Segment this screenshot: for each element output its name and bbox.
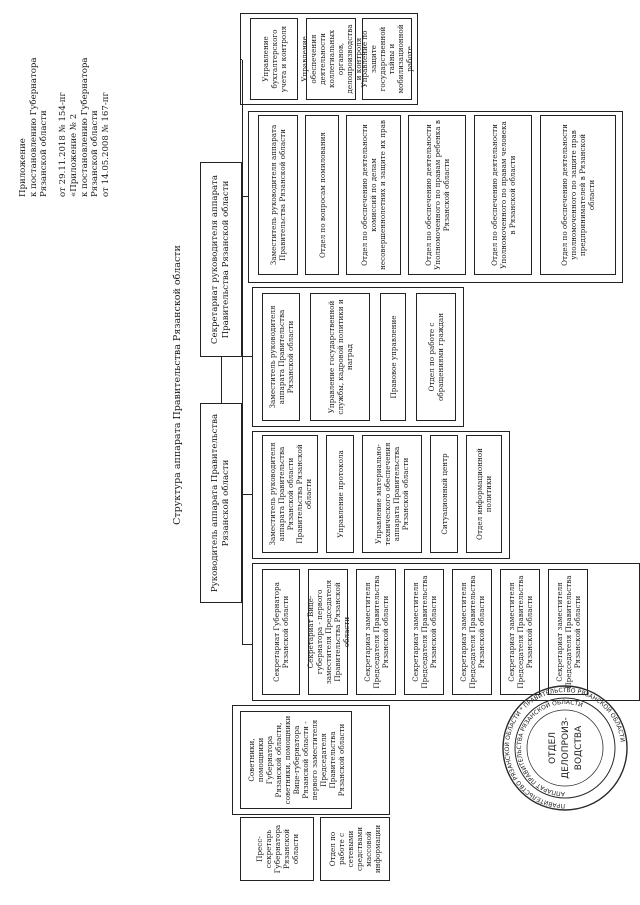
connector-line bbox=[221, 357, 222, 403]
header-line: от 29.11.2018 № 154-пг bbox=[58, 92, 69, 197]
dept-box: Управление материально-технического обеспечения аппарата Правительства Рязанской области bbox=[362, 435, 422, 553]
connector-line bbox=[242, 196, 248, 197]
dept-box: Управление государственной службы, кадровой политики и наград bbox=[310, 293, 370, 421]
dept-box: Отдел по обеспечению деятельности уполномоченного по защите прав предпринимателей в Рязанской области bbox=[540, 115, 616, 275]
connector-line bbox=[242, 356, 252, 357]
dept-box: Управление протокола bbox=[326, 435, 354, 553]
dept-box: Секретариат заместителя Председателя Правительства Рязанской области bbox=[548, 569, 588, 695]
dept-box: Советники, помощники Губернатора Рязанской области, советники, помощники Вице-губернатора Рязанской области - первого заместителя Председателя Правительства Рязанской области bbox=[240, 711, 352, 809]
header-line: «Приложение № 2 bbox=[68, 113, 79, 197]
dept-box: Секретариат заместителя Председателя Правительства Рязанской области bbox=[452, 569, 492, 695]
connector-line bbox=[242, 494, 252, 495]
header-line: Рязанской области bbox=[39, 110, 50, 197]
svg-text:ОТДЕЛ: ОТДЕЛ bbox=[548, 731, 558, 765]
svg-text:ВОДСТВА: ВОДСТВА bbox=[574, 725, 584, 771]
dept-box: Заместитель руководителя аппарата Правительства Рязанской области Правительства Рязанской области bbox=[262, 435, 318, 553]
dept-box: Отдел по обеспечению деятельности Уполномоченного по правам человека в Рязанской области bbox=[474, 115, 532, 275]
dept-box: Секретариат заместителя Председателя Правительства Рязанской области bbox=[404, 569, 444, 695]
dept-box: Секретариат заместителя Председателя Правительства Рязанской области bbox=[356, 569, 396, 695]
dept-box: Отдел информационной политики bbox=[466, 435, 502, 553]
dept-box: Отдел по обеспечению деятельности комиссий по делам несовершеннолетних и защите их прав bbox=[346, 115, 401, 275]
header-line: к постановлению Губернатора bbox=[79, 57, 90, 197]
dept-box: Ситуационный центр bbox=[430, 435, 458, 553]
chart-title: Структура аппарата Правительства Рязанской области bbox=[172, 245, 183, 525]
dept-box: Отдел по работе с сетевыми средствами массовой информации bbox=[320, 817, 390, 881]
dept-box: Управление обеспечения деятельности коллегиальных органов, делопроизводства и контроля bbox=[306, 18, 356, 100]
dept-box: Управление по защите государственной тайны и мобилизационной работе bbox=[362, 18, 412, 100]
dept-box: Секретариат Губернатора Рязанской области bbox=[262, 569, 300, 695]
dept-box: Секретариат Вице-губернатора - первого заместителя Председателя Правительства Рязанской области bbox=[308, 569, 348, 695]
svg-text:ПРАВИТЕЛЬСТВО РЯЗАНСКОЙ ОБЛАСТ: ПРАВИТЕЛЬСТВО РЯЗАНСКОЙ ОБЛАСТИ * ПРАВИТЕЛЬСТВО РЯЗАНСКОЙ ОБЛАСТИ bbox=[503, 686, 626, 810]
connector-line bbox=[240, 59, 242, 60]
dept-box: Отдел по работе с обращениями граждан bbox=[416, 293, 456, 421]
svg-text:АППАРАТ ПРАВИТЕЛЬСТВА РЯЗАНСКО: АППАРАТ ПРАВИТЕЛЬСТВА РЯЗАНСКОЙ ОБЛАСТИ bbox=[515, 698, 584, 798]
dept-box: Пресс-секретарь Губернатора Рязанской области bbox=[240, 817, 314, 881]
dept-box: Правовое управление bbox=[380, 293, 406, 421]
dept-box: Отдел по обеспечению деятельности Уполномоченного по правам ребенка в Рязанской области bbox=[408, 115, 466, 275]
dept-box: Заместитель руководителя аппарата Правительства Рязанской области bbox=[258, 115, 298, 275]
dept-box: Заместитель руководителя аппарата Правительства Рязанской области bbox=[262, 293, 300, 421]
header-line: Рязанской области bbox=[90, 110, 101, 197]
head-secretariat-box: Секретариат руководителя аппарата Правительства Рязанской области bbox=[200, 162, 242, 357]
header-line: к постановлению Губернатора bbox=[28, 57, 39, 197]
head-leader-box: Руководитель аппарата Правительства Рязанской области bbox=[200, 403, 242, 603]
connector-line bbox=[242, 60, 243, 645]
dept-box: Секретариат заместителя Председателя Правительства Рязанской области bbox=[500, 569, 540, 695]
svg-text:ДЕЛОПРОИЗ-: ДЕЛОПРОИЗ- bbox=[561, 717, 571, 779]
connector-line bbox=[242, 644, 252, 645]
dept-box: Управление бухгалтерского учета и контроля bbox=[250, 18, 298, 100]
header-line: Приложение bbox=[18, 138, 28, 197]
dept-box: Отдел по вопросам помилования bbox=[305, 115, 339, 275]
header-block bbox=[18, 7, 112, 197]
official-seal bbox=[500, 683, 630, 813]
header-line: от 14.05.2008 № 167-пг bbox=[101, 92, 112, 197]
